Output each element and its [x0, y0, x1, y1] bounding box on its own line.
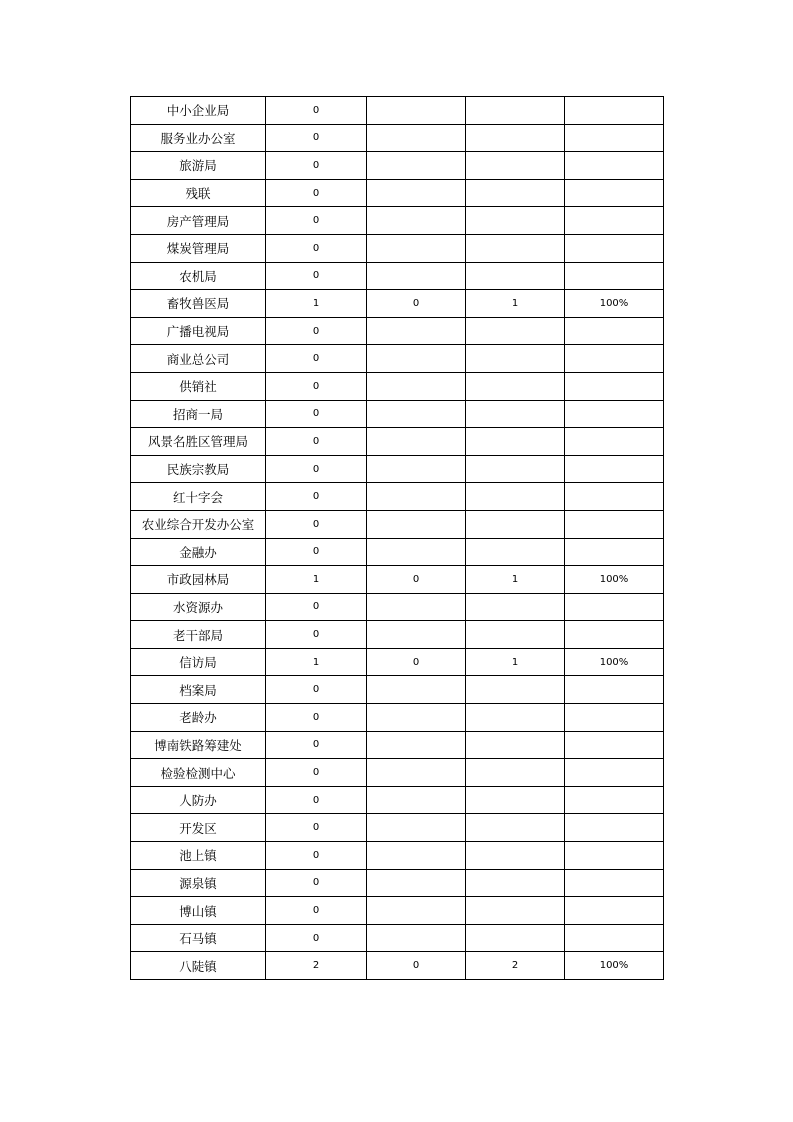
table-row — [131, 952, 664, 980]
table-row — [131, 510, 664, 538]
value-cell-col5 — [565, 897, 664, 925]
department-name-cell: 老龄办 — [131, 704, 266, 732]
department-name-cell: 房产管理局 — [131, 207, 266, 235]
value-cell-col4 — [466, 317, 565, 345]
table-row — [131, 262, 664, 290]
value-cell-col3 — [367, 207, 466, 235]
value-cell-col5 — [565, 510, 664, 538]
table-row — [131, 621, 664, 649]
value-cell-col2: 0 — [266, 731, 367, 759]
value-cell-col3 — [367, 869, 466, 897]
value-cell-col4 — [466, 428, 565, 456]
value-cell-col4 — [466, 897, 565, 925]
value-cell-col4 — [466, 814, 565, 842]
value-cell-col5 — [565, 731, 664, 759]
value-cell-col4 — [466, 179, 565, 207]
value-cell-col3 — [367, 842, 466, 870]
table-row — [131, 97, 664, 125]
value-cell-col3 — [367, 262, 466, 290]
value-cell-col3 — [367, 731, 466, 759]
value-cell-col5 — [565, 400, 664, 428]
value-cell-col4 — [466, 731, 565, 759]
table-row — [131, 566, 664, 594]
value-cell-col5 — [565, 924, 664, 952]
table-row — [131, 538, 664, 566]
value-cell-col3 — [367, 510, 466, 538]
value-cell-col4 — [466, 97, 565, 125]
value-cell-col5 — [565, 152, 664, 180]
value-cell-col5 — [565, 704, 664, 732]
value-cell-col4 — [466, 400, 565, 428]
value-cell-col4 — [466, 786, 565, 814]
table-body — [131, 97, 664, 980]
value-cell-col5: 100% — [565, 648, 664, 676]
department-name-cell: 服务业办公室 — [131, 124, 266, 152]
value-cell-col5 — [565, 345, 664, 373]
value-cell-col2: 0 — [266, 97, 367, 125]
department-name-cell: 招商一局 — [131, 400, 266, 428]
value-cell-col2: 0 — [266, 234, 367, 262]
table-row — [131, 455, 664, 483]
department-name-cell: 畜牧兽医局 — [131, 290, 266, 318]
value-cell-col2: 0 — [266, 842, 367, 870]
department-name-cell: 供销社 — [131, 372, 266, 400]
value-cell-col2: 0 — [266, 869, 367, 897]
value-cell-col5 — [565, 759, 664, 787]
table-row — [131, 704, 664, 732]
value-cell-col3 — [367, 179, 466, 207]
value-cell-col4 — [466, 704, 565, 732]
value-cell-col2: 0 — [266, 179, 367, 207]
value-cell-col3 — [367, 814, 466, 842]
value-cell-col5 — [565, 786, 664, 814]
value-cell-col5: 100% — [565, 566, 664, 594]
value-cell-col2: 1 — [266, 566, 367, 594]
department-name-cell: 检验检测中心 — [131, 759, 266, 787]
value-cell-col4 — [466, 759, 565, 787]
value-cell-col5 — [565, 593, 664, 621]
table-row — [131, 317, 664, 345]
table-row — [131, 483, 664, 511]
value-cell-col3 — [367, 759, 466, 787]
department-name-cell: 博山镇 — [131, 897, 266, 925]
table-row — [131, 814, 664, 842]
table-row — [131, 842, 664, 870]
department-name-cell: 人防办 — [131, 786, 266, 814]
value-cell-col4 — [466, 510, 565, 538]
value-cell-col4 — [466, 372, 565, 400]
value-cell-col4: 1 — [466, 566, 565, 594]
value-cell-col3 — [367, 372, 466, 400]
value-cell-col2: 0 — [266, 897, 367, 925]
table-row — [131, 207, 664, 235]
value-cell-col2: 0 — [266, 676, 367, 704]
value-cell-col3: 0 — [367, 566, 466, 594]
value-cell-col4 — [466, 234, 565, 262]
value-cell-col4 — [466, 124, 565, 152]
value-cell-col5 — [565, 455, 664, 483]
value-cell-col4 — [466, 262, 565, 290]
value-cell-col2: 0 — [266, 152, 367, 180]
value-cell-col5: 100% — [565, 952, 664, 980]
value-cell-col2: 0 — [266, 593, 367, 621]
value-cell-col4: 2 — [466, 952, 565, 980]
value-cell-col3: 0 — [367, 290, 466, 318]
value-cell-col3 — [367, 400, 466, 428]
table-row — [131, 786, 664, 814]
value-cell-col2: 1 — [266, 290, 367, 318]
value-cell-col2: 0 — [266, 262, 367, 290]
department-name-cell: 信访局 — [131, 648, 266, 676]
value-cell-col2: 0 — [266, 621, 367, 649]
value-cell-col2: 0 — [266, 345, 367, 373]
department-name-cell: 水资源办 — [131, 593, 266, 621]
value-cell-col3 — [367, 428, 466, 456]
value-cell-col2: 0 — [266, 759, 367, 787]
value-cell-col4 — [466, 207, 565, 235]
value-cell-col5 — [565, 97, 664, 125]
value-cell-col5 — [565, 317, 664, 345]
department-name-cell: 商业总公司 — [131, 345, 266, 373]
value-cell-col2: 0 — [266, 510, 367, 538]
value-cell-col3: 0 — [367, 952, 466, 980]
value-cell-col5 — [565, 621, 664, 649]
value-cell-col5 — [565, 124, 664, 152]
value-cell-col2: 0 — [266, 814, 367, 842]
value-cell-col2: 2 — [266, 952, 367, 980]
table-row — [131, 428, 664, 456]
value-cell-col3: 0 — [367, 648, 466, 676]
value-cell-col3 — [367, 676, 466, 704]
table-row — [131, 869, 664, 897]
value-cell-col3 — [367, 538, 466, 566]
value-cell-col5 — [565, 814, 664, 842]
department-name-cell: 石马镇 — [131, 924, 266, 952]
value-cell-col2: 0 — [266, 538, 367, 566]
value-cell-col4 — [466, 345, 565, 373]
department-name-cell: 中小企业局 — [131, 97, 266, 125]
department-name-cell: 风景名胜区管理局 — [131, 428, 266, 456]
value-cell-col5 — [565, 262, 664, 290]
value-cell-col3 — [367, 483, 466, 511]
value-cell-col2: 0 — [266, 924, 367, 952]
table-row — [131, 731, 664, 759]
table-row — [131, 897, 664, 925]
value-cell-col4 — [466, 676, 565, 704]
value-cell-col3 — [367, 924, 466, 952]
value-cell-col4 — [466, 842, 565, 870]
value-cell-col2: 1 — [266, 648, 367, 676]
value-cell-col3 — [367, 124, 466, 152]
table-row — [131, 648, 664, 676]
value-cell-col2: 0 — [266, 317, 367, 345]
value-cell-col4 — [466, 455, 565, 483]
table-row — [131, 372, 664, 400]
value-cell-col2: 0 — [266, 483, 367, 511]
value-cell-col5 — [565, 842, 664, 870]
department-name-cell: 民族宗教局 — [131, 455, 266, 483]
value-cell-col4: 1 — [466, 648, 565, 676]
department-name-cell: 旅游局 — [131, 152, 266, 180]
value-cell-col3 — [367, 786, 466, 814]
value-cell-col5 — [565, 428, 664, 456]
statistics-table — [130, 96, 664, 980]
value-cell-col2: 0 — [266, 207, 367, 235]
value-cell-col4 — [466, 152, 565, 180]
department-name-cell: 红十字会 — [131, 483, 266, 511]
value-cell-col2: 0 — [266, 786, 367, 814]
table-row — [131, 179, 664, 207]
value-cell-col3 — [367, 897, 466, 925]
department-name-cell: 池上镇 — [131, 842, 266, 870]
value-cell-col4: 1 — [466, 290, 565, 318]
value-cell-col3 — [367, 97, 466, 125]
value-cell-col2: 0 — [266, 455, 367, 483]
value-cell-col2: 0 — [266, 428, 367, 456]
value-cell-col5 — [565, 483, 664, 511]
value-cell-col2: 0 — [266, 704, 367, 732]
value-cell-col5 — [565, 207, 664, 235]
value-cell-col3 — [367, 152, 466, 180]
value-cell-col4 — [466, 538, 565, 566]
table-row — [131, 345, 664, 373]
value-cell-col5 — [565, 676, 664, 704]
value-cell-col5: 100% — [565, 290, 664, 318]
department-name-cell: 农业综合开发办公室 — [131, 510, 266, 538]
department-name-cell: 广播电视局 — [131, 317, 266, 345]
value-cell-col3 — [367, 345, 466, 373]
value-cell-col5 — [565, 372, 664, 400]
table-row — [131, 152, 664, 180]
value-cell-col4 — [466, 593, 565, 621]
value-cell-col4 — [466, 924, 565, 952]
value-cell-col3 — [367, 593, 466, 621]
value-cell-col5 — [565, 234, 664, 262]
department-name-cell: 农机局 — [131, 262, 266, 290]
value-cell-col5 — [565, 179, 664, 207]
value-cell-col3 — [367, 234, 466, 262]
department-name-cell: 八陡镇 — [131, 952, 266, 980]
department-name-cell: 市政园林局 — [131, 566, 266, 594]
value-cell-col3 — [367, 621, 466, 649]
table-row — [131, 593, 664, 621]
value-cell-col5 — [565, 538, 664, 566]
value-cell-col2: 0 — [266, 124, 367, 152]
table-row — [131, 234, 664, 262]
department-name-cell: 金融办 — [131, 538, 266, 566]
value-cell-col4 — [466, 621, 565, 649]
table-row — [131, 124, 664, 152]
table-row — [131, 759, 664, 787]
value-cell-col3 — [367, 704, 466, 732]
value-cell-col2: 0 — [266, 372, 367, 400]
department-name-cell: 煤炭管理局 — [131, 234, 266, 262]
department-name-cell: 博南铁路筹建处 — [131, 731, 266, 759]
department-name-cell: 残联 — [131, 179, 266, 207]
value-cell-col5 — [565, 869, 664, 897]
value-cell-col4 — [466, 483, 565, 511]
department-name-cell: 开发区 — [131, 814, 266, 842]
value-cell-col3 — [367, 317, 466, 345]
table-row — [131, 400, 664, 428]
department-name-cell: 源泉镇 — [131, 869, 266, 897]
table-row — [131, 924, 664, 952]
value-cell-col2: 0 — [266, 400, 367, 428]
department-name-cell: 老干部局 — [131, 621, 266, 649]
table-row — [131, 290, 664, 318]
table-row — [131, 676, 664, 704]
value-cell-col3 — [367, 455, 466, 483]
department-name-cell: 档案局 — [131, 676, 266, 704]
value-cell-col4 — [466, 869, 565, 897]
